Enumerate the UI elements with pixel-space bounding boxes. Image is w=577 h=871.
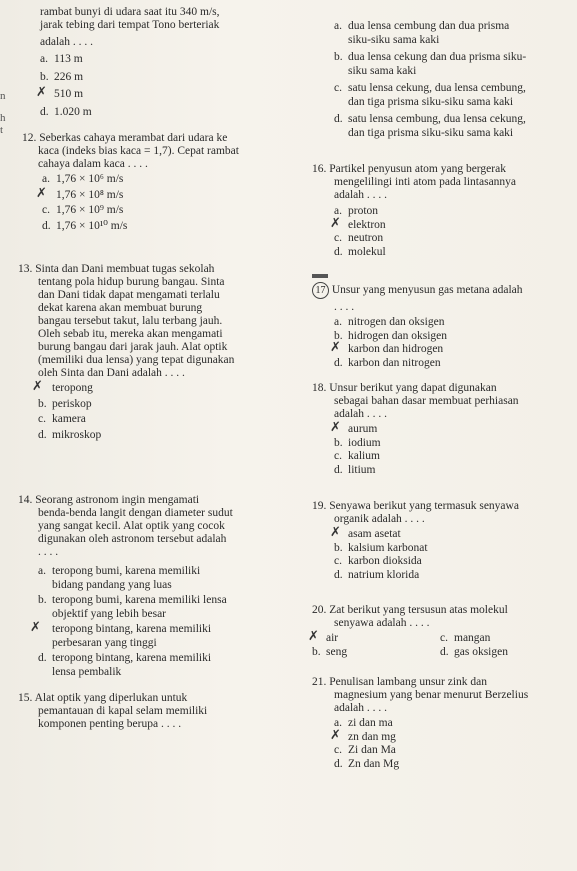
option-selected[interactable]: ✗ elektron (330, 215, 386, 231)
option[interactable]: c. satu lensa cekung, dua lensa cembung, (334, 82, 526, 94)
option[interactable]: d. natrium klorida (334, 568, 420, 581)
option[interactable]: c. mangan (440, 632, 491, 644)
option[interactable]: d. teropong bintang, karena memiliki (38, 652, 212, 664)
cross-mark-icon: ✗ (330, 420, 341, 435)
option-selected[interactable]: ✗ aurum (330, 420, 378, 435)
question-15: 15. Alat optik yang diperlukan untuk pemantauan di kapal selam memiliki komponen penting berupa . . . . (18, 692, 208, 730)
edge-fragment: t (0, 124, 4, 136)
cross-mark-icon: ✗ (36, 185, 47, 201)
option-selected[interactable]: ✗ teropong (32, 379, 93, 394)
option[interactable]: a. teropong bumi, karena memiliki (38, 565, 201, 577)
cross-mark-icon: ✗ (330, 215, 341, 231)
question-number-circled: 17 (312, 282, 329, 299)
question-13: 13. Sinta dan Dani membuat tugas sekolah tentang pola hidup burung bangau. Sinta dan Dani tidak dapat mengamati terlalu dekat karena akan membuat burung bangau tersebut takut, lalu terbang jauh. Oleh sebab itu, mereka akan mengamati burung bangau dari jarak jauh. Alat optik (memiliki dua lensa) yang tepat digunakan oleh Sinta dan Dani adalah . . . . ✗ teropong b. periskop c. kamera d. mikroskop (18, 263, 302, 442)
option[interactable]: c. neutron (334, 232, 384, 244)
option[interactable]: a. 113 m (40, 53, 83, 65)
edge-fragment: n (0, 90, 6, 102)
option-selected[interactable]: ✗ 1,76 × 10⁸ m/s (36, 185, 124, 201)
option[interactable]: c. kamera (38, 413, 86, 425)
option[interactable]: d. gas oksigen (440, 646, 508, 658)
option-selected[interactable]: ✗ air (308, 629, 339, 644)
question-11-options: a. dua lensa cembung dan dua prisma siku-siku sama kaki b. dua lensa cekung dan dua prisma siku- siku sama kaki c. satu lensa cekung, dua lensa cembung, dan tiga prisma siku-siku sama kaki d. satu lensa cembung, dua lensa cekung, dan tiga prisma siku-siku sama kaki (334, 20, 574, 140)
option[interactable]: d. karbon dan nitrogen (334, 356, 441, 369)
question-20: 20. Zat berikut yang tersusun atas molekul senyawa adalah . . . . ✗ air c. mangan b. seng d. gas oksigen (308, 604, 508, 658)
option-selected[interactable]: ✗ 510 m (36, 85, 84, 100)
option[interactable]: d. molekul (334, 245, 386, 258)
option[interactable]: c. 1,76 × 10⁹ m/s (42, 204, 124, 216)
option[interactable]: b. dua lensa cekung dan dua prisma siku- (334, 51, 527, 63)
option[interactable]: b. iodium (334, 436, 381, 449)
option[interactable]: a. proton (334, 205, 379, 217)
option[interactable]: b. 226 m (40, 70, 84, 83)
option[interactable]: d. 1,76 × 10¹⁰ m/s (42, 219, 128, 232)
edge-fragment: h (0, 112, 6, 124)
question-17: 17 Unsur yang menyusun gas metana adalah . . . . a. nitrogen dan oksigen b. hidrogen dan oksigen ✗ karbon dan hidrogen d. karbon dan nitrogen (312, 270, 574, 370)
question-19: 19. Senyawa berikut yang termasuk senyawa organik adalah . . . . ✗ asam asetat b. kalsium karbonat c. karbon dioksida d. natrium klorida (312, 500, 574, 582)
option[interactable]: a. dua lensa cembung dan dua prisma (334, 20, 510, 32)
option[interactable]: d. Zn dan Mg (334, 757, 400, 770)
option[interactable]: b. periskop (38, 397, 92, 410)
option[interactable]: d. satu lensa cembung, dua lensa cekung, (334, 113, 526, 125)
cross-mark-icon: ✗ (330, 727, 341, 743)
stamp-mark (312, 274, 328, 278)
question-16: 16. Partikel penyusun atom yang bergerak mengelilingi inti atom pada lintasannya adalah . . . . a. proton ✗ elektron c. neutron d. molekul (312, 163, 574, 259)
cross-mark-icon: ✗ (308, 629, 319, 644)
option-selected[interactable]: ✗ karbon dan hidrogen (330, 340, 444, 355)
option[interactable]: a. 1,76 × 10⁶ m/s (42, 173, 124, 185)
option[interactable]: c. kalium (334, 450, 380, 462)
option[interactable]: d. 1.020 m (40, 105, 92, 118)
cross-mark-icon: ✗ (36, 85, 47, 100)
option[interactable]: b. hidrogen dan oksigen (334, 329, 448, 342)
question-21: 21. Penulisan lambang unsur zink dan magnesium yang benar menurut Berzelius adalah . . . . a. zi dan ma ✗ zn dan mg c. Zi dan Ma d. Zn dan Mg (312, 676, 574, 771)
option[interactable]: b. kalsium karbonat (334, 541, 428, 554)
cross-mark-icon: ✗ (32, 379, 43, 394)
option[interactable]: b. teropong bumi, karena memiliki lensa (38, 594, 227, 606)
option[interactable]: c. karbon dioksida (334, 555, 422, 567)
option-selected[interactable]: ✗ zn dan mg (330, 727, 396, 743)
cross-mark-icon: ✗ (30, 620, 41, 635)
option-selected[interactable]: ✗ teropong bintang, karena memiliki (30, 620, 212, 635)
option[interactable]: c. Zi dan Ma (334, 744, 396, 756)
option[interactable]: d. mikroskop (38, 428, 102, 441)
question-18: 18. Unsur berikut yang dapat digunakan sebagai bahan dasar membuat perhiasan adalah . . . . ✗ aurum b. iodium c. kalium d. litium (312, 382, 574, 477)
option[interactable]: a. nitrogen dan oksigen (334, 316, 445, 328)
option-selected[interactable]: ✗ asam asetat (330, 525, 401, 540)
cross-mark-icon: ✗ (330, 525, 341, 540)
option[interactable]: a. zi dan ma (334, 717, 393, 729)
cross-mark-icon: ✗ (330, 340, 341, 355)
option[interactable]: d. litium (334, 463, 376, 476)
question-14: 14. Seorang astronom ingin mengamati benda-benda langit dengan diameter sudut yang sangat kecil. Alat optik yang cocok digunakan oleh astronom tersebut adalah . . . . a. teropong bumi, karena memiliki bidang pandang yang luas b. teropong bumi, karena memiliki lensa objektif yang lebih besar ✗ teropong bintang, karena memiliki perbesaran yang tinggi d. teropong bintang, karena memiliki lensa pembalik (18, 494, 302, 679)
question-11-tail: rambat bunyi di udara saat itu 340 m/s, jarak tebing dari tempat Tono berteriak adalah . . . . a. 113 m b. 226 m ✗ 510 m d. 1.020 m (40, 6, 300, 119)
option[interactable]: b. seng (312, 646, 348, 658)
question-12: 12. Seberkas cahaya merambat dari udara ke kaca (indeks bias kaca = 1,7). Cepat rambat cahaya dalam kaca . . . . a. 1,76 × 10⁶ m/s ✗ 1,76 × 10⁸ m/s c. 1,76 × 10⁹ m/s d. 1,76 × 10¹⁰ m/s (22, 132, 302, 233)
